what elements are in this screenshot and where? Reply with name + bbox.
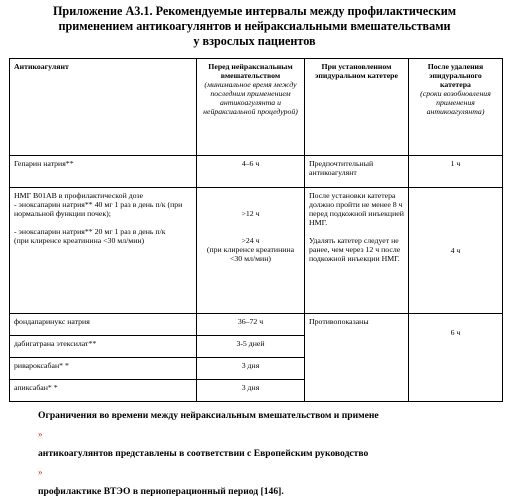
footer-note	[38, 406, 498, 501]
title-line-1: Приложение А3.1. Рекомендуемые интервалы между профилактическим	[52, 4, 457, 18]
footer-line-1: Ограничения во времени между нейраксиальным вмешательством и примене »	[38, 406, 498, 444]
header-after-removal: После удаления эпидурального катетера (сроки возобновления применения антикоагулянта)	[409, 59, 503, 156]
footer-line-3: профилактике ВТЭО в периоперационный период [146].	[38, 486, 284, 497]
header-anticoagulant: Антикоагулянт	[10, 59, 197, 156]
cell-apixaban-name: апиксабан* *	[10, 380, 197, 402]
cell-lmwh-before: >12 ч >24 ч (при клиренсе креатинина <30 мл/мин)	[197, 188, 305, 314]
cell-dabigatran-before: 3-5 дней	[197, 336, 305, 358]
cell-dabigatran-name: дабигатрана этексилат**	[10, 336, 197, 358]
title-line-3: у взрослых пациентов	[193, 34, 316, 48]
table-row-lmwh	[10, 188, 503, 314]
footer-line-2: антикоагулянтов представлены в соответствии с Европейским руководство »	[38, 444, 498, 482]
cell-shared-after: 6 ч	[409, 314, 503, 402]
cell-rivaroxaban-before: 3 дня	[197, 358, 305, 380]
cell-lmwh-after: 4 ч	[409, 188, 503, 314]
footnote-mark-1: »	[38, 429, 43, 439]
title-line-2: применением антикоагулянтов и нейраксиальными вмешательствами	[58, 19, 451, 33]
anticoagulant-interval-table	[9, 58, 503, 402]
cell-lmwh-catheter: После установки катетера должно пройти не менее 8 ч перед подкожной инъекцией НМГ. Удалять катетер следует не ранее, чем через 12 ч после подкожной инъекции НМГ.	[305, 188, 409, 314]
header-before-note: (минимальное время между последним применением антикоагулянта и нейраксиальной процедурой)	[203, 80, 298, 116]
cell-heparin-name: Гепарин натрия**	[10, 156, 197, 188]
table-row-fondaparinux	[10, 314, 503, 336]
cell-fondaparinux-before: 36–72 ч	[197, 314, 305, 336]
cell-rivaroxaban-name: ривароксабан* *	[10, 358, 197, 380]
table-row-heparin	[10, 156, 503, 188]
header-after-note: (сроки возобновления применения антикоагулянта)	[420, 89, 491, 116]
cell-apixaban-before: 3 дня	[197, 380, 305, 402]
cell-heparin-before: 4–6 ч	[197, 156, 305, 188]
cell-shared-catheter: Противопоказаны	[305, 314, 409, 402]
cell-fondaparinux-name: фондапаринукс натрия	[10, 314, 197, 336]
footnote-mark-2: »	[38, 467, 43, 477]
cell-lmwh-name: НМГ B01AB в профилактической дозе - эноксапарин натрия** 40 мг 1 раз в день п/к (при нормальной функции почек); - эноксапарин натрия** 20 мг 1 раз в день п/к (при клиренсе креатинина <30 мл/мин)	[10, 188, 197, 314]
header-with-catheter: При установленном эпидуральном катетере	[305, 59, 409, 156]
table-header-row	[10, 59, 503, 156]
cell-heparin-catheter: Предпочтительный антикоагулянт	[305, 156, 409, 188]
header-before-procedure: Перед нейраксиальным вмешательством (минимальное время между последним применением антикоагулянта и нейраксиальной процедурой)	[197, 59, 305, 156]
cell-heparin-after: 1 ч	[409, 156, 503, 188]
document-title	[8, 4, 501, 49]
